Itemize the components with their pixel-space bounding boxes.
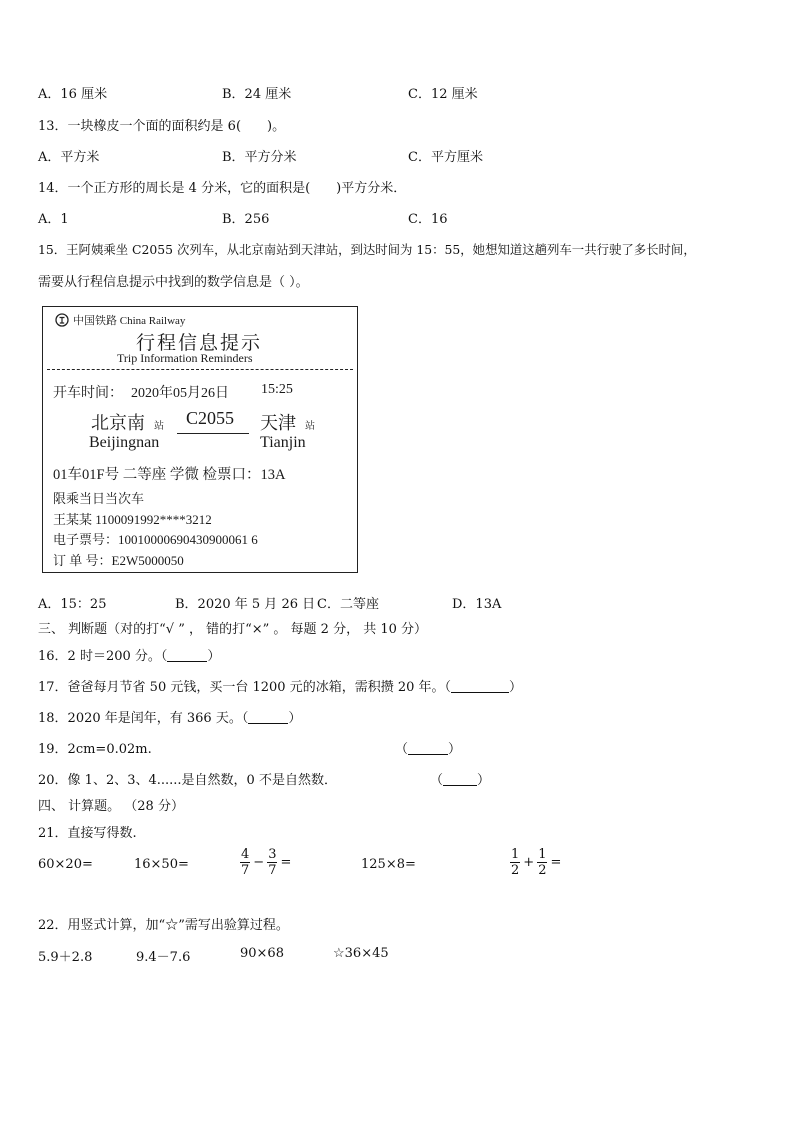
eticket-number: 电子票号：10010000690430900061 6 xyxy=(53,532,258,547)
from-station-suffix: 站 xyxy=(154,421,164,432)
q22-item-3: 90×68 xyxy=(240,946,284,961)
q12-option-a: A．16 厘米 xyxy=(38,87,108,102)
q20-answer: （ ） xyxy=(430,773,491,788)
question-19: 19．2cm=0.02m. xyxy=(38,742,152,757)
q12-option-b: B．24 厘米 xyxy=(222,87,292,102)
q22-item-2: 9.4－7.6 xyxy=(136,950,191,965)
ticket-limit: 限乘当日当次车 xyxy=(53,491,145,506)
q14-option-a: A．1 xyxy=(38,212,69,227)
question-22: 22．用竖式计算，加“☆”需写出验算过程。 xyxy=(38,918,289,933)
q22-item-4: ☆36×45 xyxy=(333,946,389,961)
q21-fraction-expression-2: $\frac{1}{2}$ + $\frac{1}{2}$ = xyxy=(511,847,562,878)
question-20: 20．像 1、2、3、4......是自然数，0 不是自然数． xyxy=(38,773,337,788)
q15-option-b: B．2020 年 5 月 26 日 xyxy=(175,597,316,612)
ticket-brand: 中国铁路 China Railway xyxy=(73,315,186,327)
q14-option-c: C．16 xyxy=(408,212,448,227)
order-number: 订 单 号：E2W5000050 xyxy=(53,553,184,568)
q22-item-1: 5.9＋2.8 xyxy=(38,950,93,965)
question-16: 16．2 时＝200 分。（ ） xyxy=(38,649,221,664)
q15-option-c: C．二等座 xyxy=(317,597,379,612)
question-18: 18．2020 年是闰年，有 366 天。（ ） xyxy=(38,711,302,726)
q15-option-a: A．15：25 xyxy=(38,597,107,612)
q18-answer-blank[interactable] xyxy=(248,711,288,724)
train-number: C2055 xyxy=(186,408,235,428)
fraction: $\frac{1}{2}$ xyxy=(538,847,547,878)
q19-answer-blank[interactable] xyxy=(408,742,448,755)
to-station-cn: 天津 xyxy=(260,413,296,433)
q21-item-3: 125×8= xyxy=(361,857,416,872)
trip-info-ticket xyxy=(42,306,358,573)
to-station-suffix: 站 xyxy=(305,421,315,432)
fraction: $\frac{1}{2}$ xyxy=(511,847,520,878)
to-station-en: Tianjin xyxy=(260,434,306,451)
question-17: 17．爸爸每月节省 50 元钱，买一台 1200 元的冰箱，需积攒 20 年。（ ） xyxy=(38,680,523,695)
q20-answer-blank[interactable] xyxy=(443,773,477,786)
q17-answer-blank[interactable] xyxy=(451,680,509,693)
q13-option-b: B．平方分米 xyxy=(222,150,297,165)
passenger-info: 王某某 1100091992****3212 xyxy=(53,512,212,527)
q14-option-b: B．256 xyxy=(222,212,270,227)
departure-time: 15:25 xyxy=(261,382,293,397)
q21-fraction-expression-1: $\frac{4}{7}$ − $\frac{3}{7}$ = xyxy=(241,847,292,878)
departure-label: 开车时间： xyxy=(53,386,123,401)
china-railway-logo-icon xyxy=(55,313,69,327)
q13-option-c: C．平方厘米 xyxy=(408,150,483,165)
question-21: 21．直接写得数. xyxy=(38,826,137,841)
section-4-heading: 四、 计算题。 （28 分） xyxy=(38,799,184,814)
seat-info: 01车01F号 二等座 学微 检票口：13A xyxy=(53,467,286,483)
question-15-line1: 15．王阿姨乘坐 C2055 次列车，从北京南站到天津站，到达时间为 15：55，她想知道这趟列车一共行驶了多长时间， xyxy=(38,242,696,257)
ticket-title: 行程信息提示 xyxy=(136,333,263,354)
q21-item-2: 16×50= xyxy=(134,857,189,872)
from-station-cn: 北京南 xyxy=(91,413,145,433)
departure-date: 2020年05月26日 xyxy=(131,386,229,401)
train-arrow-line xyxy=(177,433,249,434)
q19-answer: （ ） xyxy=(395,742,462,757)
fraction: $\frac{3}{7}$ xyxy=(268,847,277,878)
from-station-en: Beijingnan xyxy=(89,434,160,451)
q12-option-c: C．12 厘米 xyxy=(408,87,478,102)
section-3-heading: 三、 判断题（对的打“√ ” ， 错的打“×” 。 每题 2 分， 共 10 分） xyxy=(38,622,428,637)
ticket-subtitle: Trip Information Reminders xyxy=(117,351,253,365)
ticket-divider xyxy=(47,369,353,370)
q21-item-1: 60×20= xyxy=(38,857,93,872)
q15-option-d: D．13A xyxy=(452,597,502,612)
question-14: 14．一个正方形的周长是 4 分米，它的面积是( )平方分米． xyxy=(38,181,407,196)
question-15-line2: 需要从行程信息提示中找到的数学信息是（ ）。 xyxy=(38,275,309,290)
question-13: 13．一块橡皮一个面的面积约是 6( )。 xyxy=(38,119,286,134)
q13-option-a: A．平方米 xyxy=(38,150,100,165)
fraction: $\frac{4}{7}$ xyxy=(241,847,250,878)
q16-answer-blank[interactable] xyxy=(167,649,207,662)
